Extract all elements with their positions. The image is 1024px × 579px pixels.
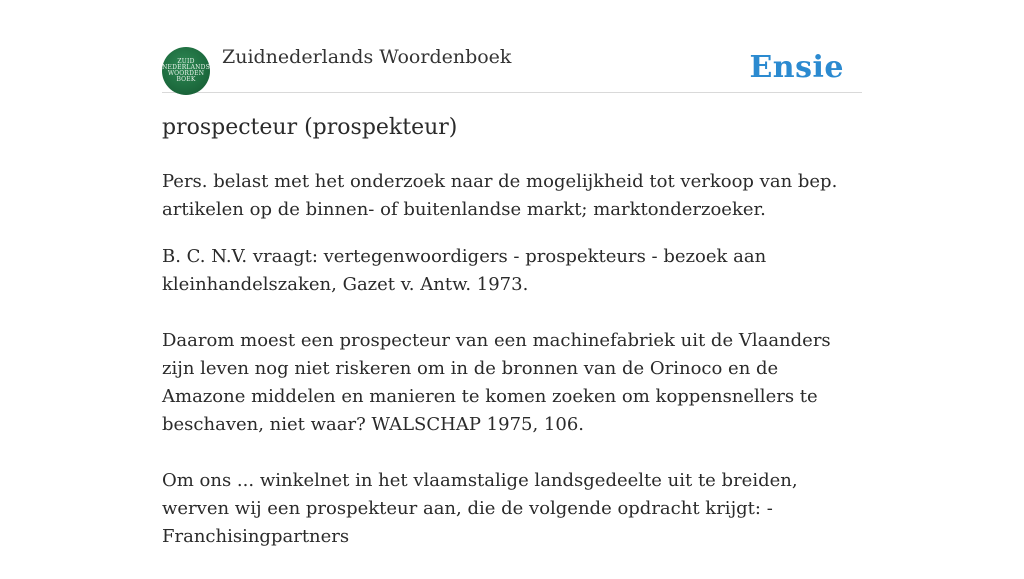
brand-logo[interactable]: Ensie	[749, 50, 844, 85]
entry-definition: Pers. belast met het onderzoek naar de mogelijkheid tot verkoop van bep. artikelen op de binnen- of buitenlandse markt; marktonderzoeker.	[162, 171, 838, 220]
entry-quote: B. C. N.V. vraagt: vertegenwoordigers - prospekteurs - bezoek aan kleinhandelszaken, Gazet v. Antw. 1973.	[162, 246, 767, 295]
entry-quote: Om ons ... winkelnet in het vlaamstalige landsgedeelte uit te breiden, werven wij een prospekteur aan, die de volgende opdracht krijgt: - Franchisingpartners	[162, 470, 798, 547]
site-name[interactable]: Zuidnederlands Woordenboek	[222, 46, 512, 68]
logo-text-line: BOEK	[176, 76, 196, 83]
entry-title: prospecteur (prospekteur)	[162, 115, 458, 140]
entry-content	[162, 168, 862, 579]
logo-text-line: WOORDEN	[167, 70, 205, 77]
logo-text-line: NEDERLANDS	[162, 64, 210, 71]
site-logo[interactable]	[162, 47, 210, 95]
logo-text-line: ZUID	[177, 58, 195, 65]
site-header	[162, 44, 862, 93]
entry-quote: Daarom moest een prospecteur van een machinefabriek uit de Vlaanders zijn leven nog niet riskeren om in de bronnen van de Orinoco en de Amazone middelen en manieren te komen zoeken om koppensnellers te beschaven, niet waar? WALSCHAP 1975, 106.	[162, 330, 831, 435]
